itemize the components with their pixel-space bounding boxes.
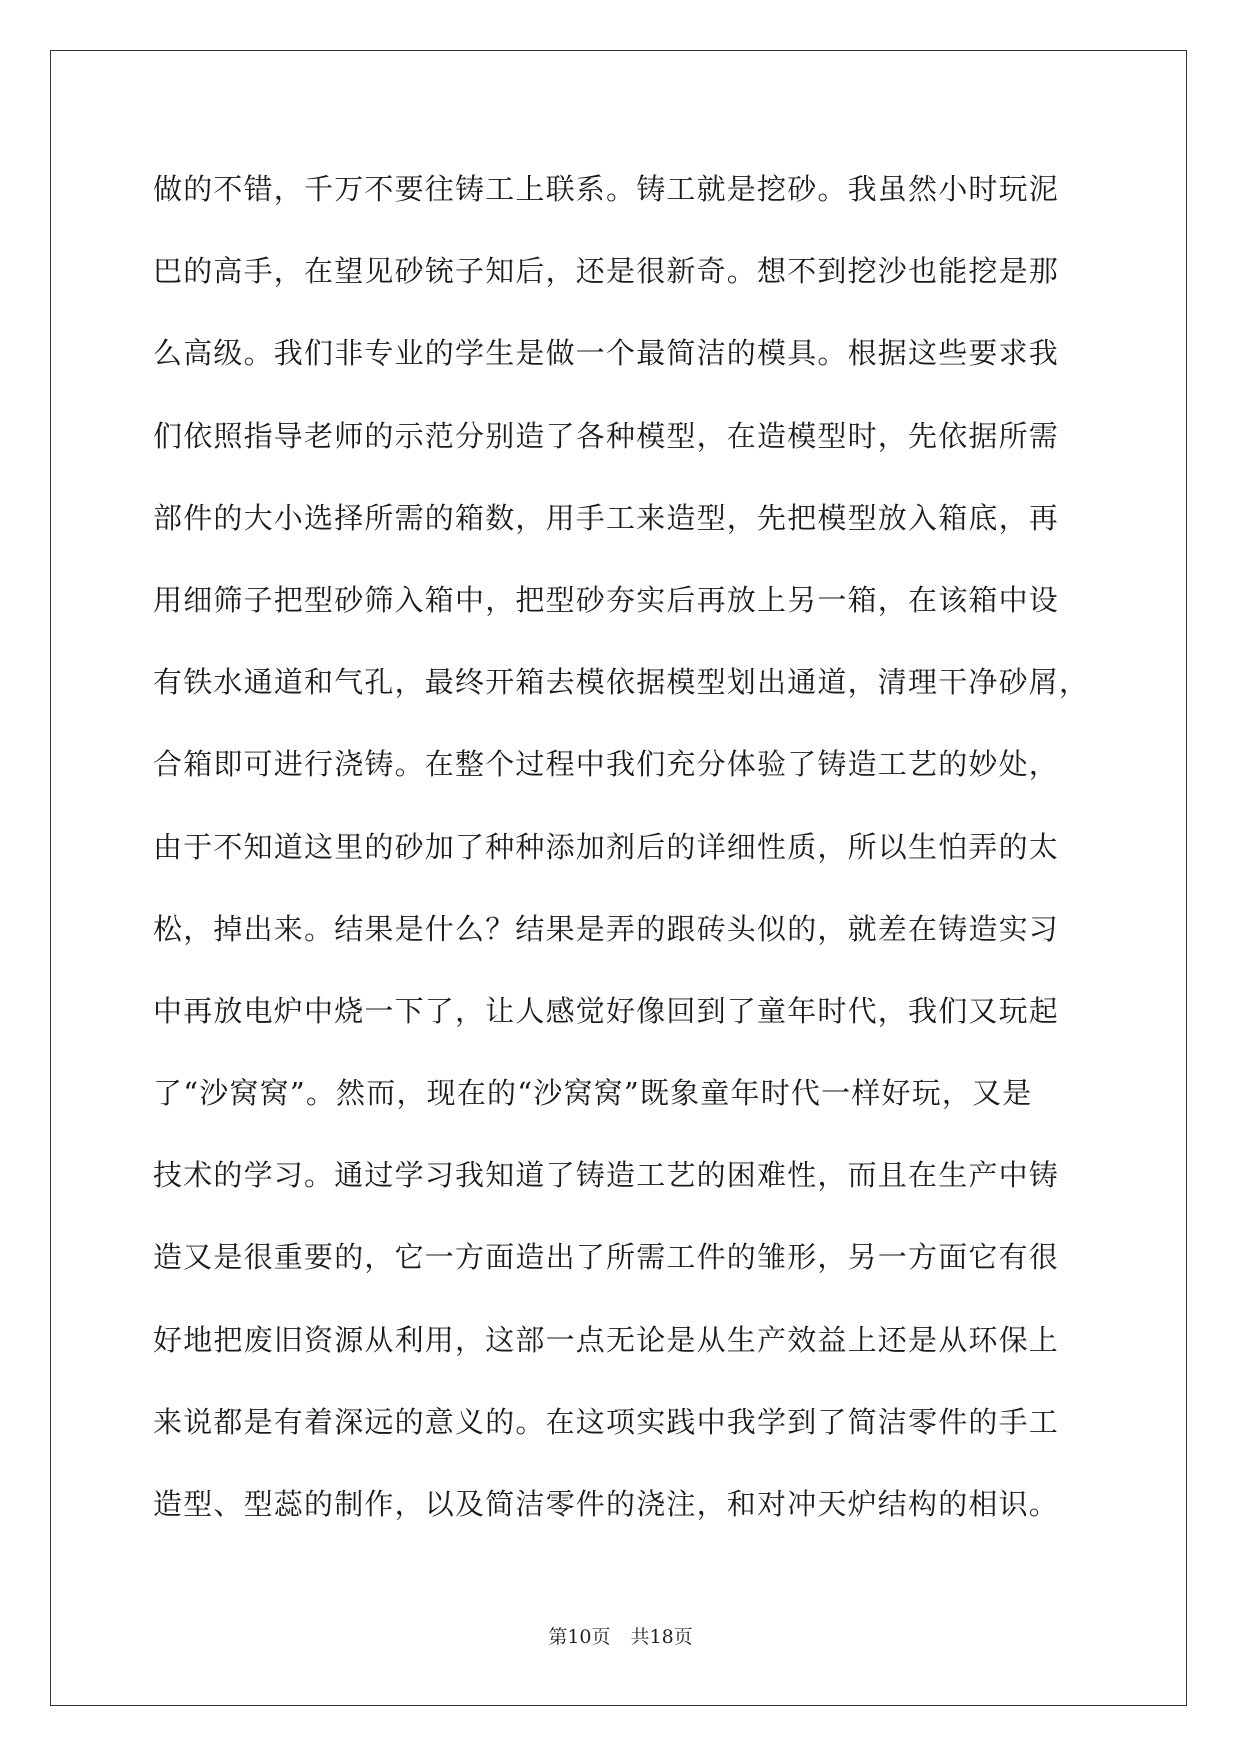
current-page-number: 第10页 xyxy=(548,1626,611,1648)
text-line: 了“沙窝窝”。然而，现在的“沙窝窝”既象童年时代一样好玩，又是 xyxy=(153,1076,1033,1111)
page-footer xyxy=(0,1622,1241,1649)
text-line: 技术的学习。通过学习我知道了铸造工艺的困难性，而且在生产中铸 xyxy=(153,1158,1060,1193)
text-line: 巴的高手，在望见砂铳子知后，还是很新奇。想不到挖沙也能挖是那 xyxy=(153,254,1060,289)
text-line: 造型、型蕊的制作，以及简洁零件的浇注，和对冲天炉结构的相识。 xyxy=(153,1487,1060,1521)
document-body xyxy=(153,165,1093,1562)
text-line: 来说都是有着深远的意义的。在这项实践中我学到了简洁零件的手工 xyxy=(153,1404,1060,1439)
text-line: 么高级。我们非专业的学生是做一个最简洁的模具。根据这些要求我 xyxy=(153,336,1060,371)
text-line: 有铁水通道和气孔，最终开箱去模依据模型划出通道，清理干净砂屑， xyxy=(153,665,1090,700)
text-line: 做的不错，千万不要往铸工上联系。铸工就是挖砂。我虽然小时玩泥 xyxy=(153,172,1060,206)
text-line: 松，掉出来。结果是什么？结果是弄的跟砖头似的，就差在铸造实习 xyxy=(153,911,1060,946)
text-line: 合箱即可进行浇铸。在整个过程中我们充分体验了铸造工艺的妙处， xyxy=(153,747,1060,782)
text-line: 用细筛子把型砂筛入箱中，把型砂夯实后再放上另一箱，在该箱中设 xyxy=(153,582,1060,617)
total-pages: 共18页 xyxy=(630,1626,693,1648)
text-line: 中再放电炉中烧一下了，让人感觉好像回到了童年时代，我们又玩起 xyxy=(153,993,1060,1028)
text-line: 好地把废旧资源从利用，这部一点无论是从生产效益上还是从环保上 xyxy=(153,1322,1060,1357)
text-line: 造又是很重要的，它一方面造出了所需工件的雏形，另一方面它有很 xyxy=(153,1240,1060,1275)
text-line: 部件的大小选择所需的箱数，用手工来造型，先把模型放入箱底，再 xyxy=(153,500,1060,535)
text-line: 由于不知道这里的砂加了种种添加剂后的详细性质，所以生怕弄的太 xyxy=(153,829,1060,864)
text-line: 们依照指导老师的示范分别造了各种模型，在造模型时，先依据所需 xyxy=(153,418,1060,453)
